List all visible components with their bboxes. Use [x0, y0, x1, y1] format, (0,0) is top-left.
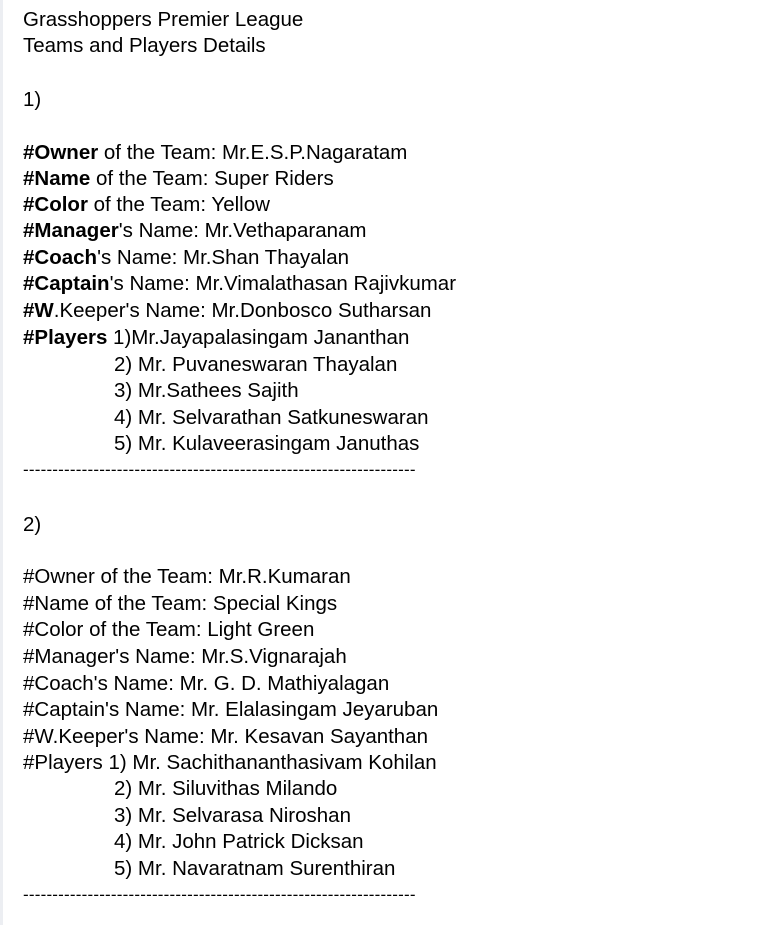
team1-name: [23, 166, 334, 192]
team1-owner-key: #Owner: [23, 141, 99, 164]
team1-players: [23, 325, 409, 351]
team1-player-1: 1)Mr.Jayapalasingam Jananthan: [107, 326, 410, 349]
team1-name-value: of the Team: Super Riders: [90, 167, 334, 190]
page-edge: [0, 0, 3, 925]
team1-owner-value: of the Team: Mr.E.S.P.Nagaratam: [98, 141, 408, 164]
team1-owner: [23, 140, 407, 166]
team1-color: [23, 192, 270, 218]
team2-color: #Color of the Team: Light Green: [23, 618, 315, 641]
team2-manager: #Manager's Name: Mr.S.Vignarajah: [23, 645, 347, 668]
team2-captain: #Captain's Name: Mr. Elalasingam Jeyaruban: [23, 698, 439, 721]
team2-owner: #Owner of the Team: Mr.R.Kumaran: [23, 565, 351, 588]
league-title: Grasshoppers Premier League: [23, 8, 304, 31]
team1-keeper: [23, 298, 431, 324]
team2-number: 2): [23, 513, 42, 536]
team1-players-key: #Players: [23, 326, 108, 349]
team2-name: #Name of the Team: Special Kings: [23, 592, 338, 615]
team1-captain-value: 's Name: Mr.Vimalathasan Rajivkumar: [109, 272, 457, 295]
team1-player-2: 2) Mr. Puvaneswaran Thayalan: [114, 353, 398, 376]
team1-manager: [23, 218, 366, 244]
team1-coach-key: #Coach: [23, 246, 98, 269]
team2-player-4: 4) Mr. John Patrick Dicksan: [114, 830, 364, 853]
team1-captain-key: #Captain: [23, 272, 110, 295]
document-subtitle: Teams and Players Details: [23, 34, 266, 57]
separator-line-1: -------------------------------------------------------------------: [23, 460, 416, 479]
team1-keeper-value: .Keeper's Name: Mr.Donbosco Sutharsan: [53, 299, 432, 322]
team1-player-5: 5) Mr. Kulaveerasingam Januthas: [114, 432, 420, 455]
team2-player-2: 2) Mr. Siluvithas Milando: [114, 777, 338, 800]
team1-manager-value: 's Name: Mr.Vethaparanam: [118, 219, 367, 242]
team1-manager-key: #Manager: [23, 219, 119, 242]
team2-keeper: #W.Keeper's Name: Mr. Kesavan Sayanthan: [23, 725, 429, 748]
separator-line-2: -------------------------------------------------------------------: [23, 885, 416, 904]
team1-coach: [23, 245, 349, 271]
team2-player-1: #Players 1) Mr. Sachithananthasivam Kohilan: [23, 751, 437, 774]
team1-color-value: of the Team: Yellow: [87, 193, 270, 216]
team2-player-3: 3) Mr. Selvarasa Niroshan: [114, 804, 351, 827]
team1-name-key: #Name: [23, 167, 91, 190]
team1-number: 1): [23, 88, 42, 111]
team1-captain: [23, 271, 456, 297]
team1-color-key: #Color: [23, 193, 88, 216]
team2-player-5: 5) Mr. Navaratnam Surenthiran: [114, 857, 396, 880]
team1-player-4: 4) Mr. Selvarathan Satkuneswaran: [114, 406, 429, 429]
team1-keeper-key: #W: [23, 299, 54, 322]
team1-player-3: 3) Mr.Sathees Sajith: [114, 379, 299, 402]
team2-coach: #Coach's Name: Mr. G. D. Mathiyalagan: [23, 672, 390, 695]
team1-coach-value: 's Name: Mr.Shan Thayalan: [97, 246, 349, 269]
